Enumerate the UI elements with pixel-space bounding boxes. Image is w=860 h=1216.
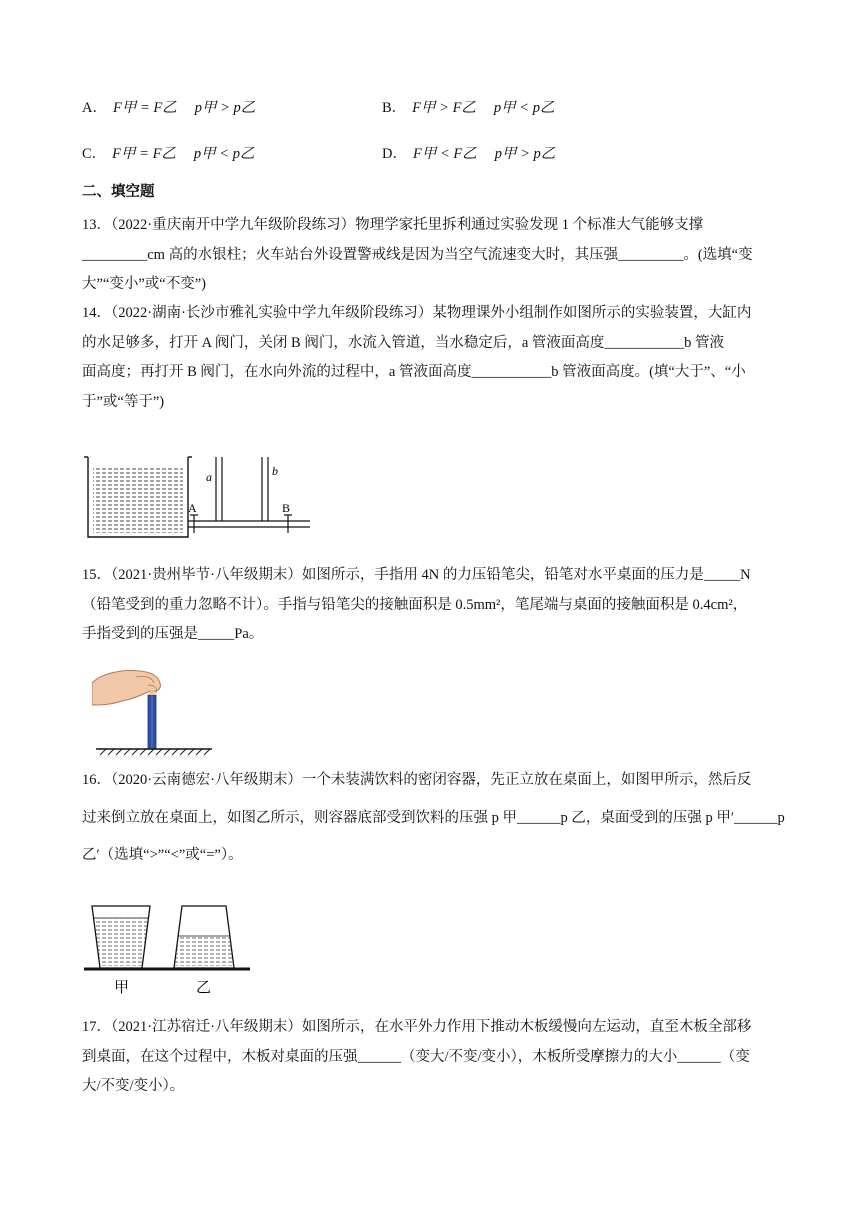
q17-line-1: 17．（2021·江苏宿迁·八年级期末）如图所示，在水平外力作用下推动木板缓慢向左运动，直至木板全部移: [82, 1019, 752, 1035]
q14-line-1: 14．（2022·湖南·长沙市雅礼实验中学九年级阶段练习）某物理课外小组制作如图所示的实验装置，大缸内: [82, 305, 752, 321]
option-c-label: C．: [82, 146, 107, 162]
q14-line-2: 的水足够多，打开 A 阀门，关闭 B 阀门，水流入管道，当水稳定后，a 管液面高度___________b 管液: [82, 334, 725, 351]
q15-line-3: 手指受到的压强是_____Pa。: [82, 626, 264, 642]
finger-pencil-figure: [92, 665, 214, 757]
q15-line-1: 15．（2021·贵州毕节·八年级期末）如图所示，手指用 4N 的力压铅笔尖，铅笔对水平桌面的压力是_____N: [82, 567, 751, 583]
valve-b-label: B: [282, 501, 291, 515]
option-c-expr1: F甲 = F乙: [112, 146, 176, 162]
containers-figure: [84, 900, 254, 1000]
option-b-expr2: p甲 < p乙: [493, 100, 555, 116]
question-14: [82, 299, 782, 417]
option-b[interactable]: [382, 96, 554, 117]
q13-line-3: 大”“变小”或“不变”): [82, 276, 207, 292]
option-d-label: D．: [382, 146, 407, 162]
option-a[interactable]: [82, 96, 255, 117]
question-15: [82, 561, 782, 650]
option-c-expr2: p甲 < p乙: [193, 146, 255, 162]
option-a-expr1: F甲 = F乙: [112, 100, 177, 116]
q17-line-2: 到桌面，在这个过程中，木板对桌面的压强______（变大/不变/变小），木板所受摩擦力的大小______（变: [82, 1048, 750, 1065]
tank-pipe-figure: [84, 455, 314, 545]
q17-line-3: 大/不变/变小）。: [82, 1078, 185, 1094]
q16-line-2: 过来倒立放在桌面上，如图乙所示，则容器底部受到饮料的压强 p 甲______p 乙，桌面受到的压强 p 甲′______p: [82, 809, 785, 826]
q16-line-3: 乙′（选填“>”“<”或“=”）。: [82, 847, 243, 863]
question-16: [82, 766, 785, 871]
q13-line-2: _________cm 高的水银柱；火车站台外设置警戒线是因为当空气流速变大时，其压强_________。(选填“变: [82, 246, 753, 263]
question-13: [82, 211, 782, 300]
q13-line-1: 13．（2022·重庆南开中学九年级阶段练习）物理学家托里拆利通过实验发现 1 个标准大气能够支撑: [82, 217, 704, 233]
q14-line-4: 于”或“等于”): [82, 393, 165, 410]
section-title: 二、填空题: [82, 184, 155, 200]
question-17: [82, 1013, 782, 1102]
option-d[interactable]: [382, 142, 555, 163]
option-b-expr1: F甲 > F乙: [412, 100, 476, 116]
tank-water: [93, 467, 183, 533]
q15-line-2: （铅笔受到的重力忽略不计）。手指与铅笔尖的接触面积是 0.5mm²，笔尾端与桌面的接触面积是 0.4cm²，: [82, 596, 748, 613]
valve-a-label: A: [188, 501, 197, 515]
option-d-expr1: F甲 < F乙: [412, 146, 477, 162]
pipe-a-label: a: [206, 470, 212, 484]
q16-line-1: 16．（2020·云南德宏·八年级期末）一个未装满饮料的密闭容器，先正立放在桌面上，如图甲所示，然后反: [82, 772, 752, 788]
option-c[interactable]: [82, 142, 254, 163]
option-d-expr2: p甲 > p乙: [494, 146, 556, 162]
option-a-label: A．: [82, 100, 107, 116]
option-a-expr2: p甲 > p乙: [194, 100, 256, 116]
pipe-b-label: b: [272, 464, 278, 478]
label-jia: 甲: [114, 980, 130, 996]
option-b-label: B．: [382, 100, 407, 116]
label-yi: 乙: [196, 980, 212, 996]
q14-line-3: 面高度；再打开 B 阀门，在水向外流的过程中，a 管液面高度___________b 管液面高度。(填“大于”、“小: [82, 364, 746, 380]
